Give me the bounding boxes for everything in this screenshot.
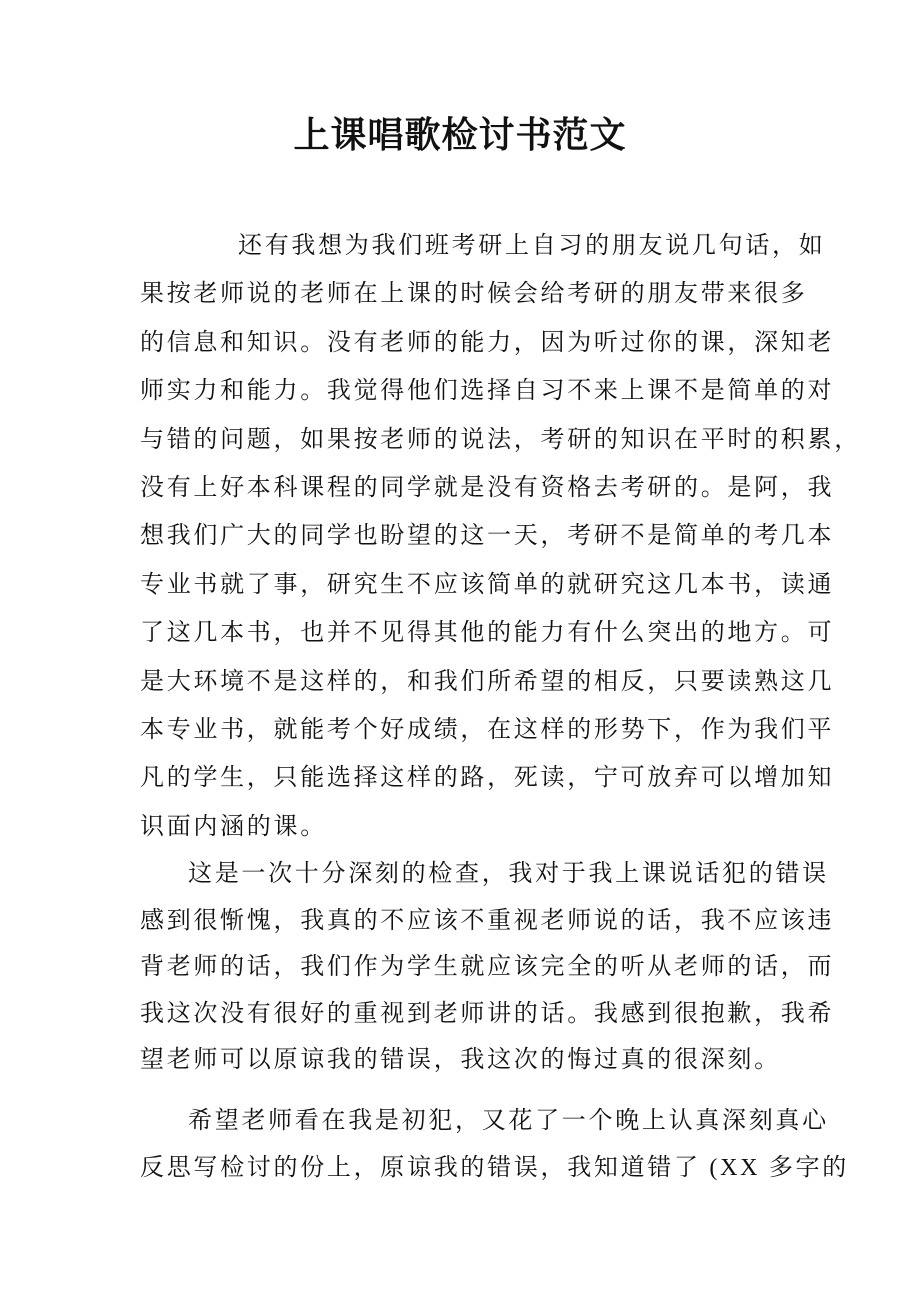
text-line: 果按老师说的老师在上课的时候会给考研的朋友带来很多 (140, 281, 808, 308)
text-line: 感到很惭愧，我真的不应该不重视老师说的话，我不应该违 (140, 907, 835, 934)
text-line: 识面内涵的课。 (140, 813, 327, 840)
paragraph-2 (140, 851, 835, 1084)
text-line: 没有上好本科课程的同学就是没有资格去考研的。是阿，我 (140, 474, 835, 501)
text-line: 望老师可以原谅我的错误，我这次的悔过真的很深刻。 (140, 1047, 781, 1074)
text-line: 是大环境不是这样的，和我们所希望的相反，只要读熟这几 (140, 668, 835, 695)
text-line: 与错的问题，如果按老师的说法，考研的知识在平时的积累， (140, 426, 861, 453)
text-line: 的信息和知识。没有老师的能力，因为听过你的课，深知老 (140, 329, 835, 356)
text-line: 本专业书，就能考个好成绩，在这样的形势下，作为我们平 (140, 716, 835, 743)
text-line: 了这几本书，也并不见得其他的能力有什么突出的地方。可 (140, 620, 835, 647)
text-line: 背老师的话，我们作为学生就应该完全的听从老师的话，而 (140, 954, 835, 981)
paragraph-3 (140, 1098, 849, 1191)
document-title: 上课唱歌检讨书范文 (293, 115, 627, 155)
paragraph-1 (140, 222, 861, 851)
text-line: 反思写检讨的份上，原谅我的错误，我知道错了 (XX 多字的 (140, 1154, 849, 1181)
text-line: 凡的学生，只能选择这样的路，死读，宁可放弃可以增加知 (140, 765, 835, 792)
document-body (140, 222, 861, 1191)
text-line: 想我们广大的同学也盼望的这一天，考研不是简单的考几本 (140, 523, 835, 550)
text-line: 还有我想为我们班考研上自习的朋友说几句话，如 (238, 233, 826, 259)
text-line: 专业书就了事，研究生不应该简单的就研究这几本书，读通 (140, 571, 835, 598)
text-line: 这是一次十分深刻的检查，我对于我上课说话犯的错误 (188, 861, 829, 888)
text-line: 希望老师看在我是初犯，又花了一个晚上认真深刻真心 (188, 1108, 829, 1135)
text-line: 我这次没有很好的重视到老师讲的话。我感到很抱歉，我希 (140, 1000, 835, 1027)
text-line: 师实力和能力。我觉得他们选择自习不来上课不是简单的对 (140, 378, 835, 405)
